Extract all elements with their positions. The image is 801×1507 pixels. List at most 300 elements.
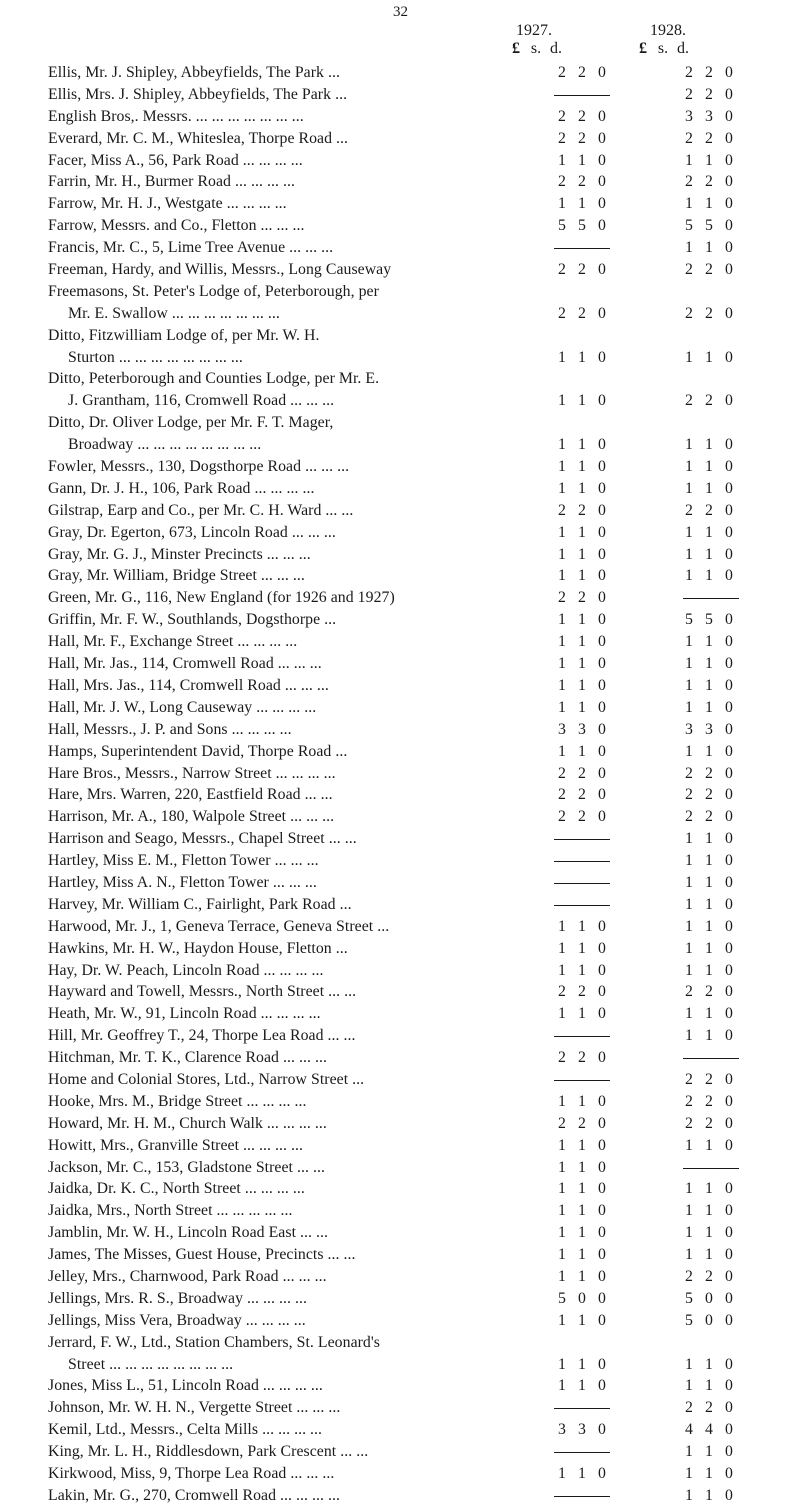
amount-1928-shillings: 2 xyxy=(705,983,713,1001)
amount-1928 xyxy=(679,478,739,500)
amount-1928-shillings: 1 xyxy=(705,1202,713,1220)
amount-1928-pence: 0 xyxy=(725,1027,733,1045)
amount-1927-shillings: 2 xyxy=(578,501,586,519)
amount-1927-pounds: 2 xyxy=(558,107,566,125)
subscriber-name: Farrow, Mr. H. J., Westgate ... ... ... ... xyxy=(48,195,287,213)
subscriber-name: James, The Misses, Guest House, Precincts ... ... xyxy=(48,1246,356,1264)
amount-1928-shillings: 1 xyxy=(705,852,713,870)
amount-1928-pence: 0 xyxy=(725,261,733,279)
amount-1927-pounds: 1 xyxy=(558,1092,566,1110)
amount-1927-pence: 0 xyxy=(598,1092,606,1110)
amount-1928-pence: 0 xyxy=(725,1399,733,1417)
amount-1927-pence: 0 xyxy=(598,107,606,125)
list-item xyxy=(48,609,788,631)
amount-1927-shillings: 2 xyxy=(578,589,586,607)
year-1927-header: 1927. xyxy=(516,22,552,39)
amount-1927-pounds: 2 xyxy=(558,1114,566,1132)
amount-1928-shillings: 1 xyxy=(705,698,713,716)
amount-1928-pence: 0 xyxy=(725,961,733,979)
amount-1927-shillings: 1 xyxy=(578,523,586,541)
amount-1927-blank-dash xyxy=(554,1496,610,1497)
amount-1927-pounds: 1 xyxy=(558,392,566,410)
subscriber-name: Ditto, Peterborough and Counties Lodge, per Mr. E. xyxy=(48,370,380,388)
amount-1927 xyxy=(552,478,612,500)
amount-1928-pounds: 2 xyxy=(685,501,693,519)
amount-1927-shillings: 1 xyxy=(578,1092,586,1110)
subscriber-name: Mr. E. Swallow ... ... ... ... ... ... ... xyxy=(68,304,280,322)
list-item xyxy=(48,500,788,522)
amount-1928-shillings: 5 xyxy=(705,611,713,629)
amount-1927-pounds: 1 xyxy=(558,1202,566,1220)
amount-1927 xyxy=(552,1091,612,1113)
amount-1927-pence: 0 xyxy=(598,217,606,235)
amount-1928 xyxy=(679,84,739,106)
subscriber-name: Facer, Miss A., 56, Park Road ... ... ... ... xyxy=(48,151,303,169)
list-item xyxy=(48,938,788,960)
amount-1928-pounds: 1 xyxy=(685,742,693,760)
list-item xyxy=(48,981,788,1003)
subscriber-name: Jaidka, Mrs., North Street ... ... ... ... ... xyxy=(48,1202,293,1220)
subscriber-name: Griffin, Mr. F. W., Southlands, Dogsthorpe ... xyxy=(48,611,337,629)
amount-1927-pence: 0 xyxy=(598,479,606,497)
amount-1928-pounds: 1 xyxy=(685,195,693,213)
amount-1928-shillings: 1 xyxy=(705,545,713,563)
amount-1927-pence: 0 xyxy=(598,304,606,322)
amount-1927-pence: 0 xyxy=(598,1377,606,1395)
amount-1928-pounds: 2 xyxy=(685,64,693,81)
amount-1928-shillings: 2 xyxy=(705,392,713,410)
amount-1928 xyxy=(679,1310,739,1332)
amount-1927-shillings: 1 xyxy=(578,348,586,366)
amount-1928 xyxy=(679,1441,739,1463)
amount-1927-pounds: 5 xyxy=(558,1289,566,1307)
amount-1927-shillings: 2 xyxy=(578,764,586,782)
amount-1928-pence: 0 xyxy=(725,1224,733,1242)
amount-1927-shillings: 2 xyxy=(578,304,586,322)
list-item xyxy=(48,1310,788,1332)
amount-1927-shillings: 3 xyxy=(578,720,586,738)
amount-1928-pence: 0 xyxy=(725,64,733,81)
amount-1927-shillings: 1 xyxy=(578,1246,586,1264)
amount-1927-pence: 0 xyxy=(598,151,606,169)
amount-1928 xyxy=(679,259,739,281)
amount-1927-shillings: 1 xyxy=(578,392,586,410)
amount-1927-pounds: 2 xyxy=(558,64,566,81)
amount-1928-pounds: 1 xyxy=(685,895,693,913)
amount-1928-pence: 0 xyxy=(725,1114,733,1132)
amount-1928-pence: 0 xyxy=(725,633,733,651)
amount-1927-shillings: 1 xyxy=(578,567,586,585)
list-item xyxy=(48,128,788,150)
amount-1927-shillings: 1 xyxy=(578,458,586,476)
amount-1927-shillings: 2 xyxy=(578,173,586,191)
amount-1928-pounds: 1 xyxy=(685,633,693,651)
amount-1928 xyxy=(679,894,739,916)
amount-1927 xyxy=(552,1310,612,1332)
amount-1928-pence: 0 xyxy=(725,239,733,257)
amount-1928 xyxy=(679,741,739,763)
amount-1928-pence: 0 xyxy=(725,1267,733,1285)
amount-1927-pence: 0 xyxy=(598,195,606,213)
list-item xyxy=(48,281,788,303)
amount-1928-pence: 0 xyxy=(725,567,733,585)
list-item xyxy=(48,828,788,850)
amount-1928-shillings: 1 xyxy=(705,873,713,891)
list-item xyxy=(48,741,788,763)
amount-1927 xyxy=(552,631,612,653)
list-item xyxy=(48,434,788,456)
amount-1928 xyxy=(679,938,739,960)
page-number: 32 xyxy=(393,4,408,20)
amount-1928-pounds: 2 xyxy=(685,261,693,279)
amount-1927 xyxy=(552,171,612,193)
amount-1927-shillings: 2 xyxy=(578,1114,586,1132)
amount-1928-pence: 0 xyxy=(725,1289,733,1307)
subscriber-name: Green, Mr. G., 116, New England (for 1926 and 1927) xyxy=(48,589,395,607)
amount-1927-pounds: 1 xyxy=(558,676,566,694)
amount-1927-pence: 0 xyxy=(598,173,606,191)
amount-1928 xyxy=(679,784,739,806)
amount-1928-pounds: 1 xyxy=(685,852,693,870)
amount-1927-pence: 0 xyxy=(598,1289,606,1307)
amount-1927-shillings: 1 xyxy=(578,698,586,716)
list-item xyxy=(48,1178,788,1200)
amount-1928-pounds: 1 xyxy=(685,873,693,891)
amount-1928 xyxy=(679,544,739,566)
list-item xyxy=(48,763,788,785)
amount-1928 xyxy=(679,565,739,587)
amount-1928-pence: 0 xyxy=(725,895,733,913)
amount-1927-shillings: 1 xyxy=(578,961,586,979)
amount-1928-pence: 0 xyxy=(725,392,733,410)
amount-1928-shillings: 2 xyxy=(705,764,713,782)
amount-1927 xyxy=(552,128,612,150)
amount-1927-pounds: 2 xyxy=(558,589,566,607)
subscriber-name: Francis, Mr. C., 5, Lime Tree Avenue ... ... ... xyxy=(48,239,334,257)
amount-1928-pence: 0 xyxy=(725,873,733,891)
list-item xyxy=(48,193,788,215)
amount-1928-shillings: 2 xyxy=(705,129,713,147)
pence-unit: d. xyxy=(677,40,689,57)
subscriber-name: Hall, Mrs. Jas., 114, Cromwell Road ... ... ... xyxy=(48,676,329,694)
amount-1927 xyxy=(552,1463,612,1485)
amount-1928-pence: 0 xyxy=(725,852,733,870)
amount-1927-shillings: 1 xyxy=(578,1224,586,1242)
amount-1927-pence: 0 xyxy=(598,917,606,935)
amount-1927-pence: 0 xyxy=(598,129,606,147)
amount-1927 xyxy=(552,960,612,982)
subscriber-name: Farrin, Mr. H., Burmer Road ... ... ... ... xyxy=(48,173,295,191)
amount-1928 xyxy=(679,872,739,894)
amount-1928 xyxy=(679,719,739,741)
subscriber-name: Ditto, Fitzwilliam Lodge of, per Mr. W. H. xyxy=(48,326,320,344)
amount-1927-shillings: 1 xyxy=(578,1005,586,1023)
amount-1928-shillings: 1 xyxy=(705,458,713,476)
amount-1928-pence: 0 xyxy=(725,85,733,103)
amount-1928 xyxy=(679,916,739,938)
amount-1927-shillings: 1 xyxy=(578,1355,586,1373)
subscriber-name: J. Grantham, 116, Cromwell Road ... ... ... xyxy=(68,392,335,410)
amount-1928-shillings: 1 xyxy=(705,917,713,935)
list-item xyxy=(48,325,788,347)
amount-1928 xyxy=(679,1135,739,1157)
amount-1927 xyxy=(552,1354,612,1376)
amount-1927-pence: 0 xyxy=(598,545,606,563)
amount-1928 xyxy=(679,193,739,215)
subscriber-name: Freeman, Hardy, and Willis, Messrs., Long Causeway xyxy=(48,261,392,279)
subscriber-name: Hartley, Miss A. N., Fletton Tower ... ... ... xyxy=(48,873,317,891)
amount-1927-shillings: 2 xyxy=(578,786,586,804)
amount-1928-pounds: 1 xyxy=(685,567,693,585)
amount-1928-pence: 0 xyxy=(725,720,733,738)
amount-1928-shillings: 1 xyxy=(705,1246,713,1264)
amount-1928-pounds: 1 xyxy=(685,1246,693,1264)
list-item xyxy=(48,62,788,84)
subscriber-name: Home and Colonial Stores, Ltd., Narrow Street ... xyxy=(48,1070,365,1088)
subscriber-name: Freemasons, St. Peter's Lodge of, Peterborough, per xyxy=(48,282,379,300)
amount-1928-pounds: 5 xyxy=(685,217,693,235)
amount-1927 xyxy=(552,1157,612,1179)
amount-1927-pounds: 1 xyxy=(558,479,566,497)
amount-1927-pence: 0 xyxy=(598,983,606,1001)
amount-1928-shillings: 2 xyxy=(705,1399,713,1417)
amount-1928-shillings: 1 xyxy=(705,633,713,651)
amount-1927-shillings: 2 xyxy=(578,261,586,279)
amount-1927-pence: 0 xyxy=(598,676,606,694)
amount-1928 xyxy=(679,128,739,150)
amount-1928-pounds: 1 xyxy=(685,545,693,563)
amount-1928-pence: 0 xyxy=(725,1443,733,1461)
amount-1927-shillings: 1 xyxy=(578,545,586,563)
amount-1927-shillings: 1 xyxy=(578,1136,586,1154)
amount-1927 xyxy=(552,1047,612,1069)
amount-1928-pounds: 3 xyxy=(685,107,693,125)
amount-1928-pounds: 1 xyxy=(685,1005,693,1023)
amount-1927 xyxy=(552,653,612,675)
amount-1927-pence: 0 xyxy=(598,1114,606,1132)
amount-1927-pence: 0 xyxy=(598,1202,606,1220)
subscriber-name: King, Mr. L. H., Riddlesdown, Park Crescent ... ... xyxy=(48,1443,369,1461)
amount-1927-pence: 0 xyxy=(598,764,606,782)
list-item xyxy=(48,1397,788,1419)
amount-1927-pounds: 1 xyxy=(558,436,566,454)
amount-1928 xyxy=(679,631,739,653)
amount-1928 xyxy=(679,1025,739,1047)
subscriber-name: Jaidka, Dr. K. C., North Street ... ... ... ... xyxy=(48,1180,305,1198)
list-item xyxy=(48,1419,788,1441)
amount-1928-shillings: 1 xyxy=(705,479,713,497)
list-item xyxy=(48,1135,788,1157)
pound-unit: £ xyxy=(512,40,520,57)
amount-1928-shillings: 1 xyxy=(705,1027,713,1045)
amount-1928-blank-dash xyxy=(683,1168,739,1169)
amount-1928-pounds: 1 xyxy=(685,479,693,497)
amount-1927-pounds: 2 xyxy=(558,786,566,804)
amount-1927-shillings: 1 xyxy=(578,1202,586,1220)
subscriber-name: Hartley, Miss E. M., Fletton Tower ... ... ... xyxy=(48,852,319,870)
amount-1927-pence: 0 xyxy=(598,458,606,476)
list-item xyxy=(48,565,788,587)
pound-unit: £ xyxy=(639,40,647,57)
amount-1928-pence: 0 xyxy=(725,107,733,125)
amount-1928 xyxy=(679,1354,739,1376)
amount-1928-pounds: 1 xyxy=(685,939,693,957)
amount-1927-pence: 0 xyxy=(598,348,606,366)
currency-units-1927 xyxy=(506,40,566,58)
amount-1928-pence: 0 xyxy=(725,545,733,563)
amount-1927 xyxy=(552,609,612,631)
amount-1928-shillings: 1 xyxy=(705,1465,713,1482)
amount-1928-pounds: 3 xyxy=(685,720,693,738)
amount-1927-blank-dash xyxy=(554,1080,610,1081)
amount-1927-pounds: 2 xyxy=(558,129,566,147)
amount-1927-pounds: 1 xyxy=(558,939,566,957)
amount-1927 xyxy=(552,259,612,281)
amount-1928 xyxy=(679,981,739,1003)
amount-1928-shillings: 1 xyxy=(705,939,713,957)
amount-1927-pence: 0 xyxy=(598,742,606,760)
amount-1928-shillings: 2 xyxy=(705,64,713,81)
subscriber-name: Street ... ... ... ... ... ... ... ... xyxy=(68,1355,234,1373)
amount-1928-pounds: 2 xyxy=(685,1267,693,1285)
subscriber-name: Howitt, Mrs., Granville Street ... ... ... ... xyxy=(48,1136,304,1154)
amount-1928-shillings: 4 xyxy=(705,1421,713,1439)
amount-1928-pounds: 2 xyxy=(685,304,693,322)
amount-1927-pounds: 2 xyxy=(558,764,566,782)
list-item xyxy=(48,719,788,741)
amount-1928-pounds: 2 xyxy=(685,85,693,103)
amount-1928-pence: 0 xyxy=(725,676,733,694)
amount-1927 xyxy=(552,938,612,960)
amount-1928 xyxy=(679,1288,739,1310)
subscriber-name: Hall, Mr. Jas., 114, Cromwell Road ... ... ... xyxy=(48,655,322,673)
amount-1928 xyxy=(679,171,739,193)
amount-1927-shillings: 1 xyxy=(578,611,586,629)
amount-1928-pence: 0 xyxy=(725,1486,733,1504)
subscriber-name: Harrison and Seago, Messrs., Chapel Street ... ... xyxy=(48,830,357,848)
amount-1928 xyxy=(679,697,739,719)
amount-1927-shillings: 1 xyxy=(578,1158,586,1176)
amount-1928-pounds: 2 xyxy=(685,1399,693,1417)
amount-1928-pence: 0 xyxy=(725,217,733,235)
amount-1928 xyxy=(679,434,739,456)
amount-1927-shillings: 2 xyxy=(578,129,586,147)
amount-1927 xyxy=(552,544,612,566)
amount-1927-shillings: 1 xyxy=(578,436,586,454)
amount-1927-pence: 0 xyxy=(598,786,606,804)
amount-1928-pence: 0 xyxy=(725,1311,733,1329)
amount-1927-pounds: 1 xyxy=(558,1267,566,1285)
amount-1928 xyxy=(679,347,739,369)
amount-1928-pounds: 2 xyxy=(685,1092,693,1110)
amount-1928 xyxy=(679,456,739,478)
amount-1927 xyxy=(552,1288,612,1310)
amount-1927-pounds: 1 xyxy=(558,1158,566,1176)
amount-1927 xyxy=(552,1178,612,1200)
subscriber-name: Hooke, Mrs. M., Bridge Street ... ... ... ... xyxy=(48,1092,307,1110)
list-item xyxy=(48,1113,788,1135)
list-item xyxy=(48,1332,788,1354)
amount-1928-shillings: 3 xyxy=(705,107,713,125)
amount-1927-pounds: 3 xyxy=(558,720,566,738)
amount-1927-pence: 0 xyxy=(598,1267,606,1285)
amount-1928-pounds: 1 xyxy=(685,830,693,848)
list-item xyxy=(48,1485,788,1507)
amount-1928 xyxy=(679,609,739,631)
amount-1927-shillings: 1 xyxy=(578,195,586,213)
amount-1928-pence: 0 xyxy=(725,808,733,826)
amount-1927-pounds: 1 xyxy=(558,1180,566,1198)
amount-1928-pounds: 2 xyxy=(685,808,693,826)
subscriber-name: Everard, Mr. C. M., Whiteslea, Thorpe Road ... xyxy=(48,129,349,147)
amount-1928-pence: 0 xyxy=(725,983,733,1001)
list-item xyxy=(48,1200,788,1222)
amount-1927-blank-dash xyxy=(554,861,610,862)
list-item xyxy=(48,478,788,500)
amount-1927-shillings: 1 xyxy=(578,917,586,935)
amount-1928-pence: 0 xyxy=(725,1421,733,1439)
amount-1927 xyxy=(552,697,612,719)
amount-1928 xyxy=(679,237,739,259)
amount-1927-pounds: 1 xyxy=(558,458,566,476)
amount-1928 xyxy=(679,1244,739,1266)
subscriber-name: Ditto, Dr. Oliver Lodge, per Mr. F. T. Mager, xyxy=(48,414,334,432)
amount-1928-shillings: 1 xyxy=(705,1486,713,1504)
amount-1928 xyxy=(679,1091,739,1113)
amount-1928-pounds: 2 xyxy=(685,392,693,410)
amount-1927-pence: 0 xyxy=(598,939,606,957)
amount-1927-shillings: 1 xyxy=(578,633,586,651)
amount-1928-pence: 0 xyxy=(725,436,733,454)
amount-1928-pounds: 1 xyxy=(685,1443,693,1461)
subscriber-name: Hare, Mrs. Warren, 220, Eastfield Road ... ... xyxy=(48,786,333,804)
list-item xyxy=(48,1157,788,1179)
subscriber-name: Hamps, Superintendent David, Thorpe Road ... xyxy=(48,742,348,760)
list-item xyxy=(48,390,788,412)
amount-1927-shillings: 5 xyxy=(578,217,586,235)
amount-1927-shillings: 1 xyxy=(578,1311,586,1329)
subscriber-name: Hill, Mr. Geoffrey T., 24, Thorpe Lea Road ... ... xyxy=(48,1027,356,1045)
list-item xyxy=(48,784,788,806)
subscriber-name: Jerrard, F. W., Ltd., Station Chambers, St. Leonard's xyxy=(48,1333,380,1351)
list-item xyxy=(48,850,788,872)
subscriber-name: Ellis, Mrs. J. Shipley, Abbeyfields, The Park ... xyxy=(48,85,348,103)
amount-1928 xyxy=(679,1397,739,1419)
amount-1927-pounds: 1 xyxy=(558,1311,566,1329)
list-item xyxy=(48,1354,788,1376)
amount-1928 xyxy=(679,763,739,785)
amount-1928-shillings: 1 xyxy=(705,895,713,913)
amount-1927-pence: 0 xyxy=(598,1355,606,1373)
amount-1928-pence: 0 xyxy=(725,742,733,760)
amount-1928-pence: 0 xyxy=(725,523,733,541)
amount-1928-pounds: 1 xyxy=(685,1355,693,1373)
subscriber-name: Hawkins, Mr. H. W., Haydon House, Fletton ... xyxy=(48,939,348,957)
amount-1928-pence: 0 xyxy=(725,348,733,366)
amount-1927-pence: 0 xyxy=(598,1136,606,1154)
amount-1928-pence: 0 xyxy=(725,458,733,476)
amount-1928-pence: 0 xyxy=(725,1180,733,1198)
list-item xyxy=(48,215,788,237)
amount-1928-pounds: 4 xyxy=(685,1421,693,1439)
list-item xyxy=(48,960,788,982)
amount-1928-pence: 0 xyxy=(725,1202,733,1220)
list-item xyxy=(48,1266,788,1288)
amount-1927-pounds: 1 xyxy=(558,1465,566,1482)
amount-1927-pounds: 1 xyxy=(558,655,566,673)
amount-1928 xyxy=(679,850,739,872)
list-item xyxy=(48,1441,788,1463)
